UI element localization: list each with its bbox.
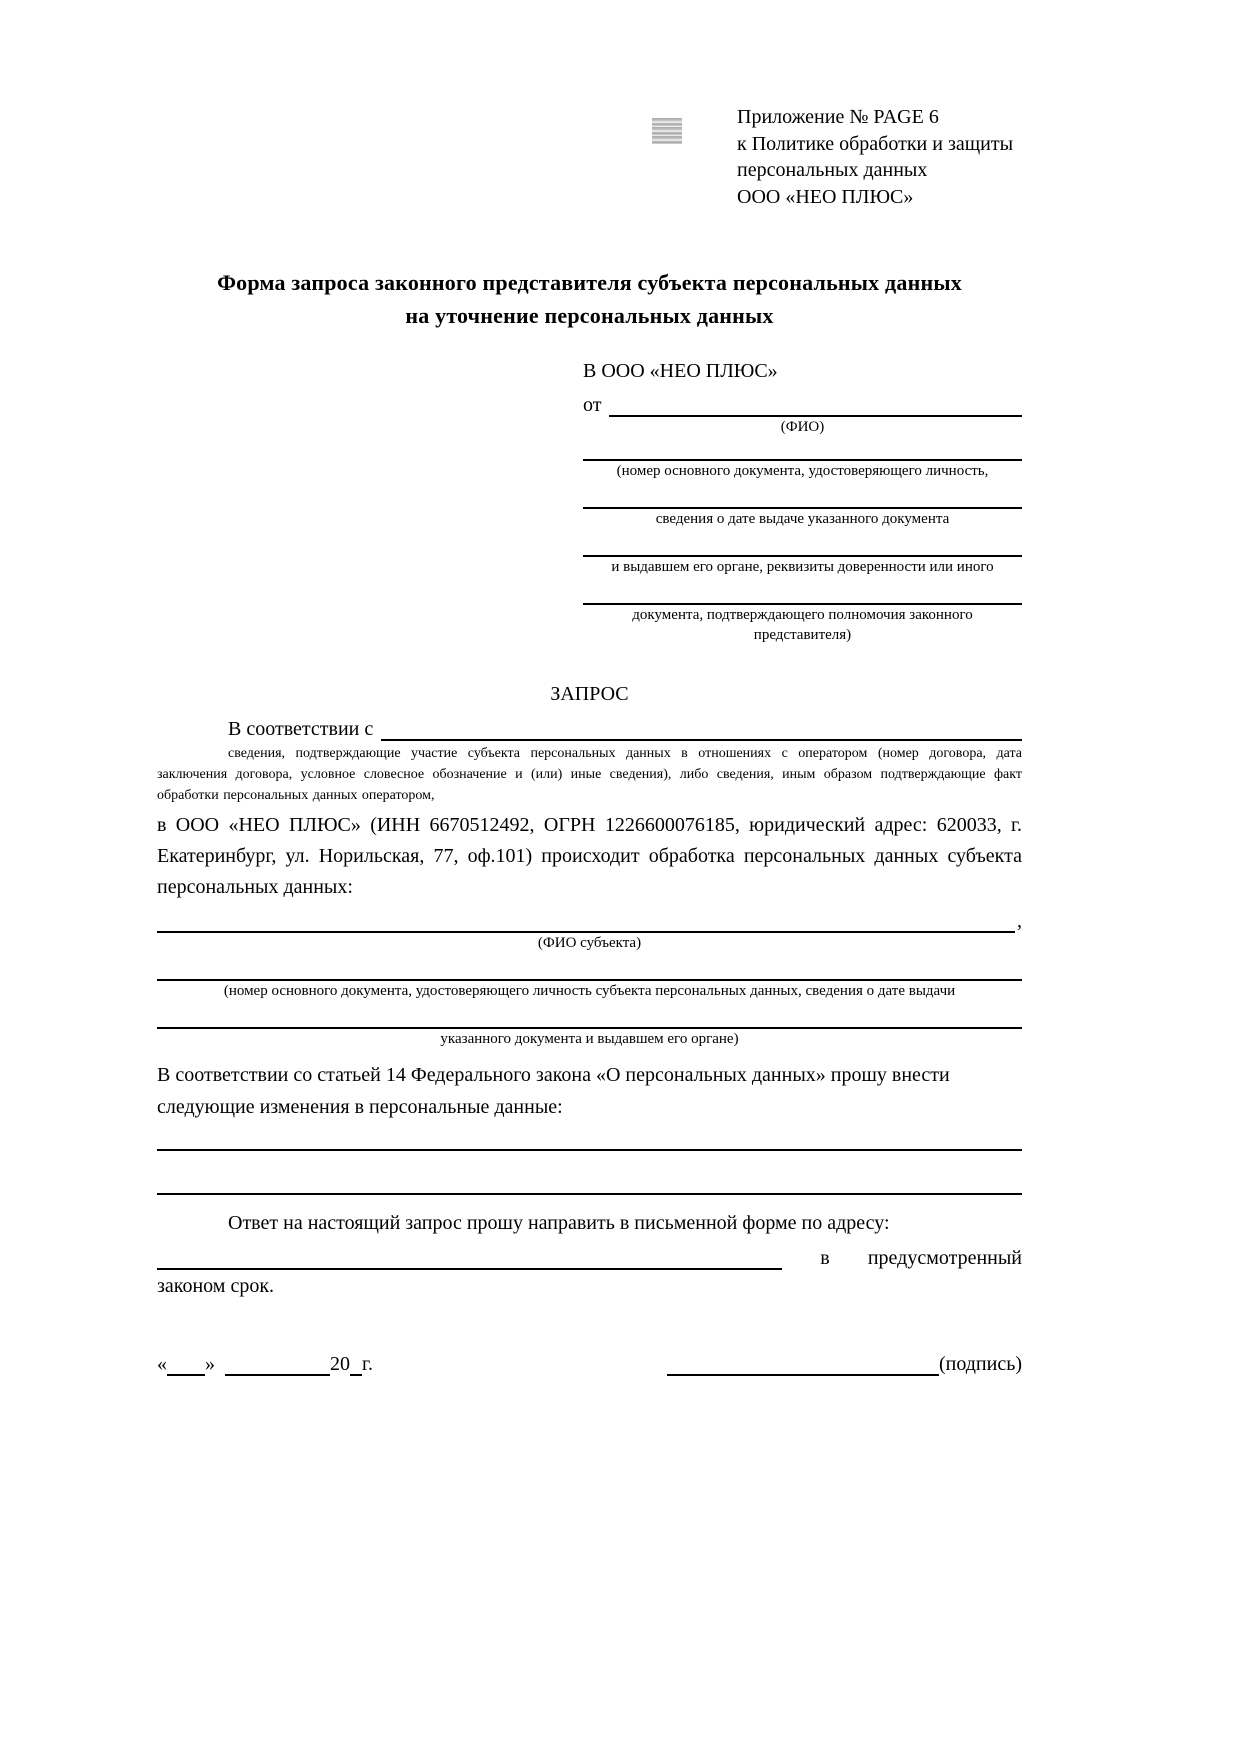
doc-caption-4: документа, подтверждающего полномочия законного представителя) <box>632 607 973 643</box>
doc-caption-1: (номер основного документа, удостоверяющего личность, <box>616 463 989 479</box>
signature-blank[interactable] <box>667 1350 939 1376</box>
field-code-artifact-icon <box>652 118 682 144</box>
subject-fio-row <box>157 903 1022 933</box>
addressee-company: В ООО «НЕО ПЛЮС» <box>583 360 778 382</box>
changes-blank-2[interactable] <box>157 1151 1022 1195</box>
date-day-blank[interactable] <box>167 1350 205 1376</box>
appendix-line: Приложение № PAGE 6 <box>737 106 939 128</box>
request-heading: ЗАПРОС <box>550 683 629 705</box>
trailing-comma: , <box>1017 910 1022 932</box>
changes-blank-1[interactable] <box>157 1123 1022 1151</box>
company-line: ООО «НЕО ПЛЮС» <box>737 185 914 208</box>
in-accordance-row <box>157 711 1022 741</box>
answer-word-term: предусмотренный <box>867 1247 1022 1269</box>
answer-word-v: в <box>820 1247 830 1269</box>
date-close-quote: » <box>205 1353 215 1375</box>
sign-group <box>667 1350 1022 1376</box>
page-title-line2: на уточнение персональных данных <box>405 303 774 328</box>
from-row <box>583 390 1022 417</box>
answer-address-blank[interactable] <box>157 1242 782 1270</box>
subject-doc-caption-1: (номер основного документа, удостоверяющего личность субъекта персональных данных, сведения о дате выдачи <box>223 983 956 999</box>
article-14-paragraph: В соответствии со статьей 14 Федерального закона «О персональных данных» прошу внести следующие изменения в персональные данные: <box>157 1064 950 1118</box>
addressee-block <box>583 358 1022 645</box>
doc-caption-2: сведения о дате выдаче указанного документа <box>655 511 950 527</box>
page-title <box>157 266 1022 332</box>
in-accordance-label: В соответствии с <box>228 718 374 740</box>
operator-paragraph: в ООО «НЕО ПЛЮС» (ИНН 6670512492, ОГРН 1226600076185, юридический адрес: 620033, г. Екатеринбург, ул. Норильская, 77, оф.101) происходит обработка персональных данных субъекта персональных данных: <box>157 814 1022 898</box>
date-open-quote: « <box>157 1353 167 1375</box>
subject-doc-blank-1[interactable] <box>157 953 1022 981</box>
signature-row <box>157 1346 1022 1376</box>
from-label: от <box>583 394 602 416</box>
year-prefix: 20 <box>330 1353 350 1375</box>
signature-caption: (подпись) <box>938 1353 1022 1375</box>
doc-caption-3: и выдавшем его органе, реквизиты доверенности или иного <box>611 559 994 575</box>
date-group <box>157 1350 373 1376</box>
fio-caption: (ФИО) <box>780 419 825 435</box>
page-title-line1: Форма запроса законного представителя субъекта персональных данных <box>217 270 962 295</box>
representative-doc-blank-1[interactable] <box>583 437 1022 461</box>
answer-term-line: законом срок. <box>157 1275 275 1297</box>
subject-doc-blank-2[interactable] <box>157 1001 1022 1029</box>
answer-address-row <box>157 1239 1022 1270</box>
policy-line: к Политике обработки и защиты <box>737 132 1014 155</box>
representative-doc-blank-4[interactable] <box>583 577 1022 605</box>
fine-print-note: сведения, подтверждающие участие субъекта персональных данных в отношениях с оператором (номер договора, дата заключения договора, условное словесное обозначение и (или) иные сведения), либо сведения, иным образом подтверждающие факт обработки персональных данных оператором, <box>157 746 1022 803</box>
appendix-header <box>737 104 1022 210</box>
subject-fio-caption: (ФИО субъекта) <box>537 935 642 951</box>
personal-data-line: персональных данных <box>737 159 928 181</box>
accordance-basis-blank[interactable] <box>381 739 1022 741</box>
representative-doc-blank-3[interactable] <box>583 529 1022 557</box>
date-month-blank[interactable] <box>225 1350 330 1376</box>
year-suffix: г. <box>362 1353 373 1375</box>
year-blank[interactable] <box>350 1350 362 1376</box>
answer-paragraph: Ответ на настоящий запрос прошу направить в письменной форме по адресу: <box>228 1212 890 1234</box>
subject-doc-caption-2: указанного документа и выдавшем его органе) <box>440 1031 739 1047</box>
representative-doc-blank-2[interactable] <box>583 481 1022 509</box>
